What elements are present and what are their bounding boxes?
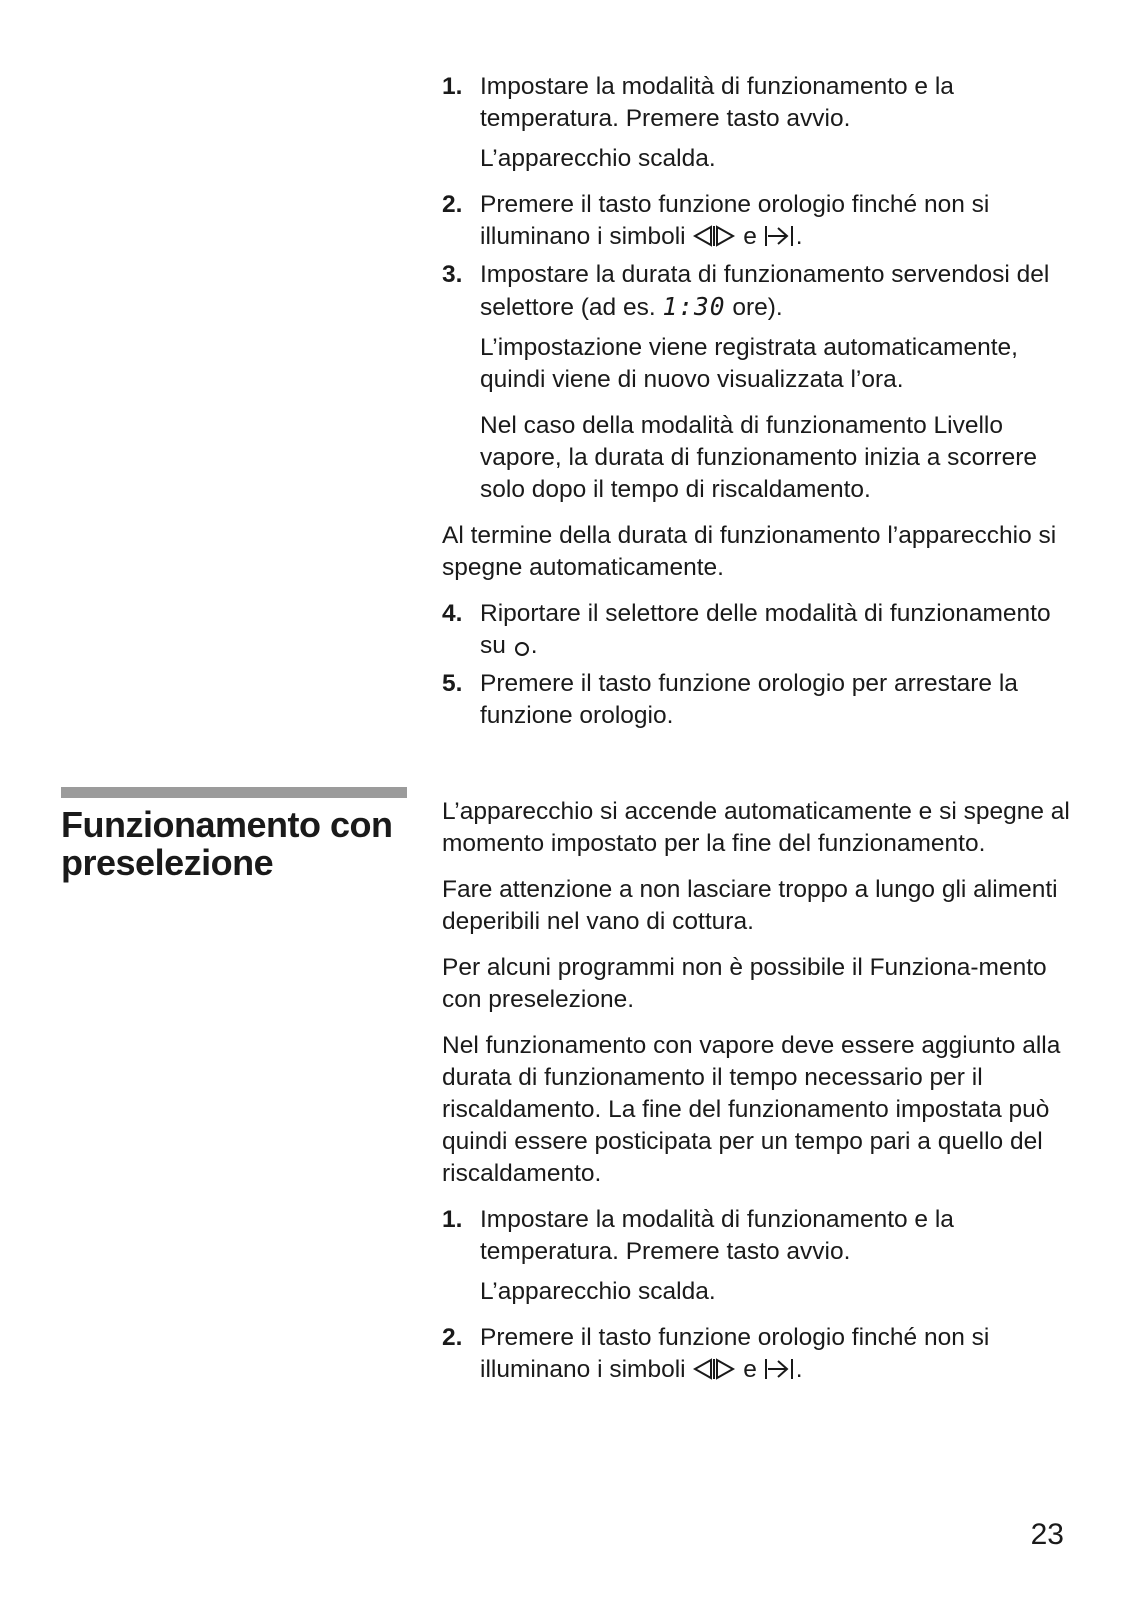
- step-number: 2.: [442, 1324, 463, 1351]
- step-number: 4.: [442, 600, 463, 627]
- paragraph: L’apparecchio si accende automaticamente e si spegne al momento impostato per la fine del funzionamento.: [442, 798, 1070, 857]
- off-position-icon: [513, 638, 531, 656]
- page-number: 23: [1030, 1518, 1064, 1551]
- step-text-end: ore).: [732, 294, 783, 321]
- step-4: 4. Riportare il selettore delle modalità di funzionamento su .: [442, 600, 1051, 659]
- and-word: e: [743, 223, 757, 250]
- step-5: [442, 668, 1082, 732]
- step-number: 2.: [442, 191, 463, 218]
- step-text: Impostare la modalità di funzionamento e la temperatura. Premere tasto avvio.: [480, 1206, 954, 1265]
- and-word: e: [743, 1356, 757, 1383]
- duration-arrows-icon: [692, 1358, 736, 1380]
- step-text: Premere il tasto funzione orologio per arrestare la funzione orologio.: [480, 670, 1018, 729]
- step-1-note: L’apparecchio scalda.: [480, 1278, 716, 1305]
- step-text: Premere il tasto funzione orologio finché non si illuminano i simboli: [480, 1324, 990, 1383]
- step-3: [442, 259, 1082, 324]
- step-number: 5.: [442, 670, 463, 697]
- step-1: [442, 71, 1082, 135]
- step-2: 2. Premere il tasto funzione orologio finché non si illuminano i simboli e .: [442, 1324, 990, 1383]
- display-readout: 1:30: [662, 292, 726, 321]
- step-number: 3.: [442, 261, 463, 288]
- heading-bar: [61, 787, 407, 798]
- step-text: Impostare la modalità di funzionamento e la temperatura. Premere tasto avvio.: [480, 73, 954, 132]
- top-steps: [442, 71, 1082, 732]
- step-3-note: Nel caso della modalità di funzionamento Livello vapore, la durata di funzionamento inizia a scorrere solo dopo il tempo di riscaldamento.: [480, 412, 1038, 503]
- step-1-note: L’apparecchio scalda.: [480, 145, 716, 172]
- step-number: 1.: [442, 73, 463, 100]
- end-time-icon: [764, 225, 796, 247]
- step-2: 2. Premere il tasto funzione orologio finché non si illuminano i simboli e .: [442, 191, 990, 250]
- step-number: 1.: [442, 1206, 463, 1233]
- step-text: Impostare la durata di funzionamento servendosi del selettore (ad es.: [480, 261, 1050, 321]
- step-3-note: L’impostazione viene registrata automaticamente, quindi viene di nuovo visualizzata l’ora.: [480, 334, 1018, 393]
- step-1: [442, 1204, 1082, 1268]
- paragraph: Nel funzionamento con vapore deve essere aggiunto alla durata di funzionamento il tempo necessario per il riscaldamento. La fine del funzionamento impostata può quindi essere posticipata per un tempo pari a quello del riscaldamento.: [442, 1032, 1061, 1187]
- paragraph: Per alcuni programmi non è possibile il Funziona-mento con preselezione.: [442, 954, 1047, 1013]
- paragraph: Al termine della durata di funzionamento l’apparecchio si spegne automaticamente.: [442, 522, 1057, 581]
- step-text: Riportare il selettore delle modalità di funzionamento su: [480, 600, 1051, 659]
- step-text: Premere il tasto funzione orologio finché non si illuminano i simboli: [480, 191, 990, 250]
- duration-arrows-icon: [692, 225, 736, 247]
- end-time-icon: [764, 1358, 796, 1380]
- paragraph: Fare attenzione a non lasciare troppo a lungo gli alimenti deperibili nel vano di cottura.: [442, 876, 1058, 935]
- section-body: [442, 796, 1082, 1386]
- section-heading: Funzionamento con preselezione: [61, 804, 393, 883]
